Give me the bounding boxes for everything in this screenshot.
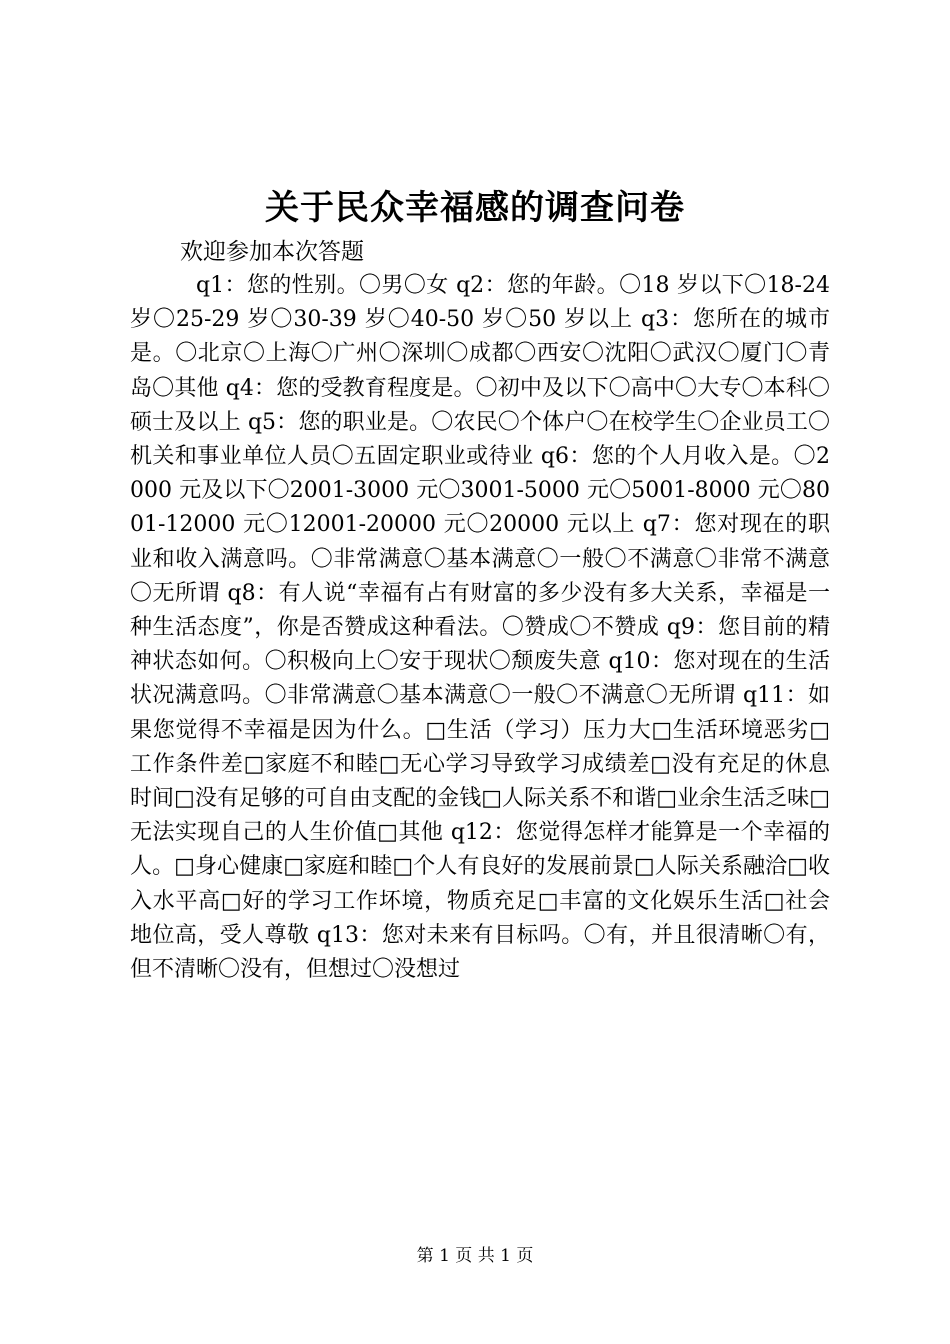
- questionnaire-body: q1：您的性别。〇男〇女 q2：您的年龄。〇18 岁以下〇18-24 岁〇25-29 岁〇30-39 岁〇40-50 岁〇50 岁以上 q3：您所在的城市是。〇北京〇上海〇广州〇深圳〇成都〇西安〇沈阳〇武汉〇厦门〇青岛〇其他 q4：您的受教育程度是。〇初中及以下〇高中〇大专〇本科〇硕士及以上 q5：您的职业是。〇农民〇个体户〇在校学生〇企业员工〇机关和事业单位人员〇五固定职业或待业 q6：您的个人月收入是。〇2000 元及以下〇2001-3000 元〇3001-5000 元〇5001-8000 元〇8001-12000 元〇12001-20000 元〇20000 元以上 q7：您对现在的职业和收入满意吗。〇非常满意〇基本满意〇一般〇不满意〇非常不满意〇无所谓 q8：有人说“幸福有占有财富的多少没有多大关系，幸福是一种生活态度”，你是否赞成这种看法。〇赞成〇不赞成 q9：您目前的精神状态如何。〇积极向上〇安于现状〇颓废失意 q10：您对现在的生活状况满意吗。〇非常满意〇基本满意〇一般〇不满意〇无所谓 q11：如果您觉得不幸福是因为什么。□生活（学习）压力大□生活环境恶劣□工作条件差□家庭不和睦□无心学习导致学习成绩差□没有充足的休息时间□没有足够的可自由支配的金钱□人际关系不和谐□业余生活乏味□无法实现自己的人生价值□其他 q12：您觉得怎样才能算是一个幸福的人。□身心健康□家庭和睦□个人有良好的发展前景□人际关系融洽□收入水平高□好的学习工作坏境，物质充足□丰富的文化娱乐生活□社会地位高，受人尊敬 q13：您对未来有目标吗。〇有，并且很清晰〇有，但不清晰〇没有，但想过〇没想过: [130, 273, 830, 983]
- welcome-text: 欢迎参加本次答题: [180, 239, 364, 265]
- document-title: 关于民众幸福感的调查问卷: [265, 188, 685, 228]
- page-footer: 第 1 页 共 1 页: [416, 1246, 534, 1266]
